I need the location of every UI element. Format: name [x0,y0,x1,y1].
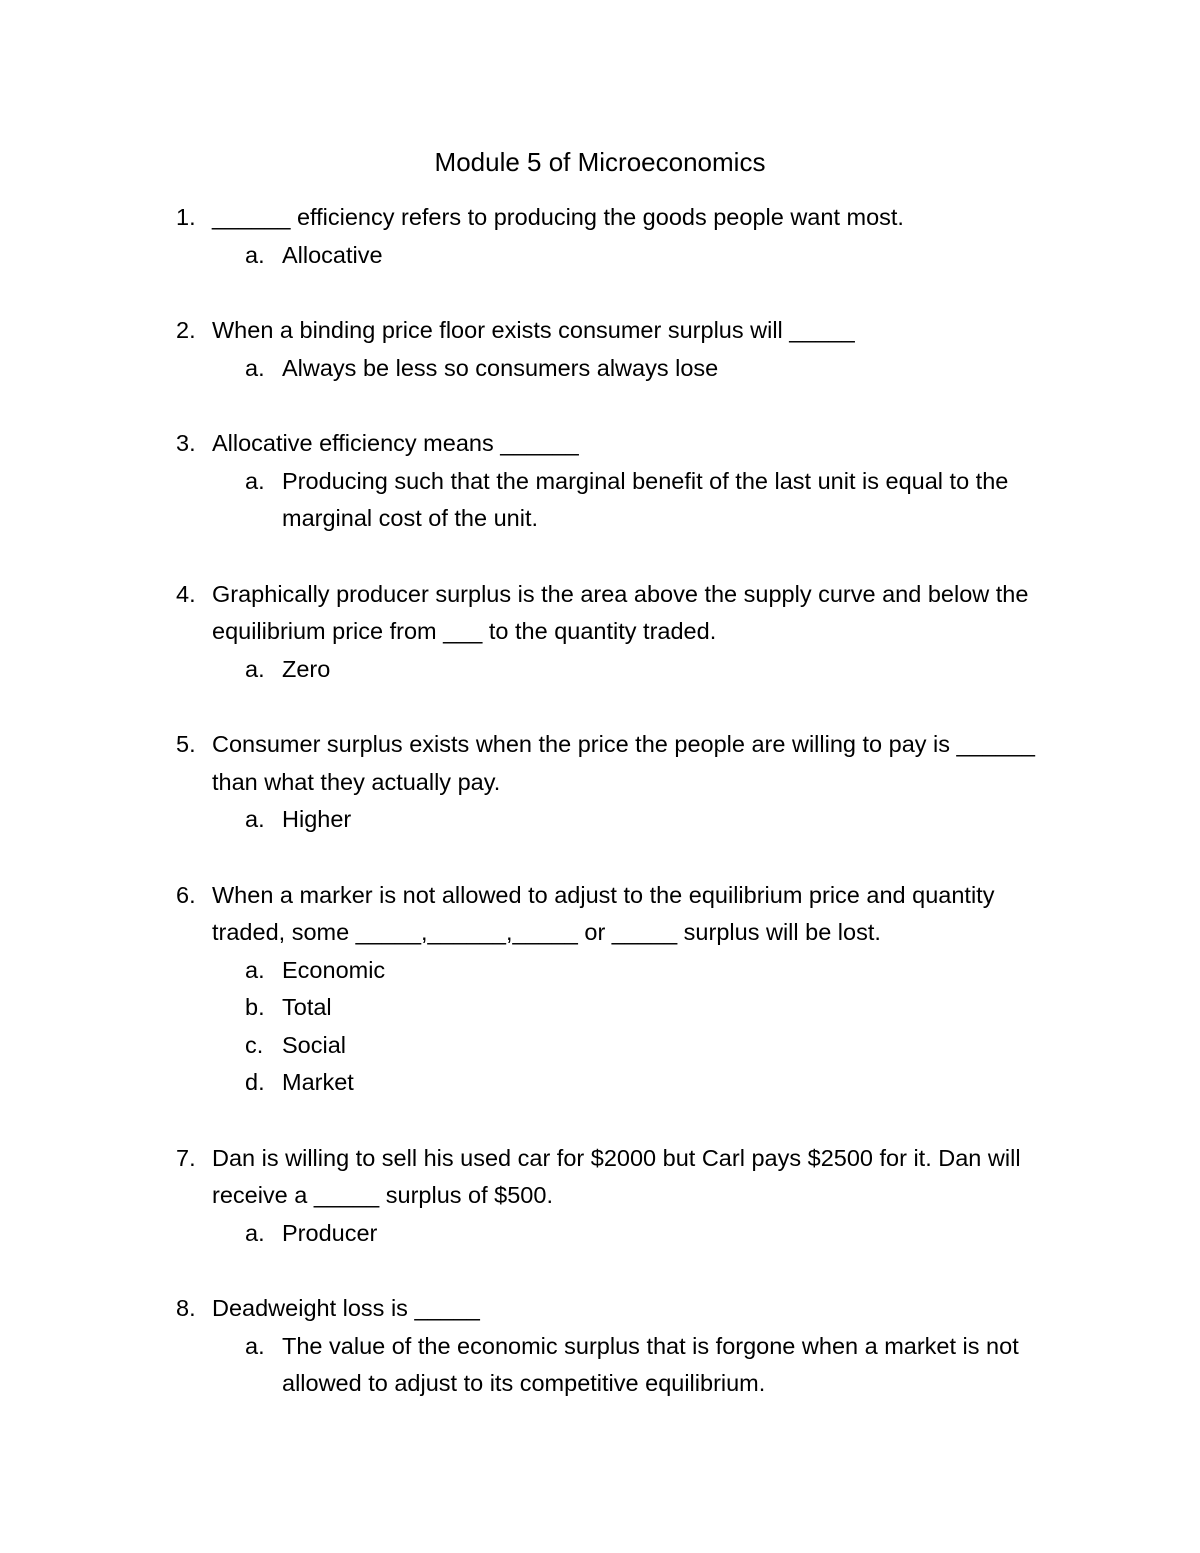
answer-letter: c. [245,1031,264,1058]
question-text: When a marker is not allowed to adjust to the equilibrium price and quantity traded, some _____,______,_____ or _____ surplus will be lost. [212,881,995,945]
answer-letter: a. [245,354,265,381]
question-text: Dan is willing to sell his used car for $2000 but Carl pays $2500 for it. Dan will receive a _____ surplus of $500. [212,1144,1021,1208]
question-4 [172,576,1072,689]
answer-item [212,1328,1072,1403]
answer-list [212,1215,1072,1253]
answer-item [212,651,1072,689]
question-list [172,199,1072,1441]
question-number: 7. [176,1144,196,1171]
document-title: Module 5 of Microeconomics [434,147,766,177]
answer-item [212,237,1072,275]
answer-text: Total [282,994,332,1020]
answer-item [212,350,1072,388]
question-5 [172,726,1072,839]
answer-text: Social [282,1031,347,1058]
question-number: 2. [176,317,196,343]
answer-list [212,801,1072,839]
question-number: 5. [176,731,196,757]
answer-letter: a. [245,1219,265,1246]
answer-text: Always be less so consumers always lose [282,354,719,381]
answer-text: Market [282,1069,354,1095]
question-number: 8. [176,1295,196,1321]
answer-item [212,952,1072,990]
answer-text: Producer [282,1219,378,1246]
question-text: Deadweight loss is _____ [212,1295,480,1321]
answer-item [212,1027,1072,1065]
answer-letter: a. [245,806,265,832]
question-number: 4. [176,580,196,607]
answer-text: The value of the economic surplus that is forgone when a market is not allowed to adjust to its competitive equilibrium. [282,1332,1019,1396]
answer-list [212,463,1072,538]
question-7 [172,1140,1072,1253]
answer-list [212,952,1072,1102]
question-text: Allocative efficiency means ______ [212,430,579,456]
question-text: ______ efficiency refers to producing the goods people want most. [212,204,904,230]
answer-letter: a. [245,1332,265,1359]
question-3 [172,425,1072,538]
question-6 [172,877,1072,1102]
answer-text: Higher [282,806,352,832]
answer-item [212,801,1072,839]
question-number: 1. [176,204,196,230]
question-1 [172,199,1072,274]
question-number: 3. [176,430,196,456]
question-number: 6. [176,881,196,908]
answer-list [212,1328,1072,1403]
answer-letter: a. [245,655,265,682]
answer-letter: d. [245,1069,265,1095]
question-text: Graphically producer surplus is the area above the supply curve and below the equilibrium price from ___ to the quantity traded. [212,580,1029,644]
answer-item [212,463,1072,538]
question-8 [172,1290,1072,1403]
answer-item [212,989,1072,1027]
question-2 [172,312,1072,387]
answer-item [212,1215,1072,1253]
answer-letter: a. [245,241,265,268]
answer-text: Producing such that the marginal benefit of the last unit is equal to the marginal cost of the unit. [282,467,1009,531]
answer-letter: b. [245,994,265,1020]
answer-list [212,237,1072,275]
question-text: Consumer surplus exists when the price the people are willing to pay is ______ than what they actually pay. [212,731,1035,795]
answer-text: Zero [282,655,331,682]
answer-list [212,651,1072,689]
answer-item [212,1064,1072,1102]
answer-text: Allocative [282,241,383,268]
question-text: When a binding price floor exists consumer surplus will _____ [212,317,855,343]
answer-letter: a. [245,956,265,983]
answer-list [212,350,1072,388]
answer-text: Economic [282,956,386,983]
answer-letter: a. [245,467,265,494]
